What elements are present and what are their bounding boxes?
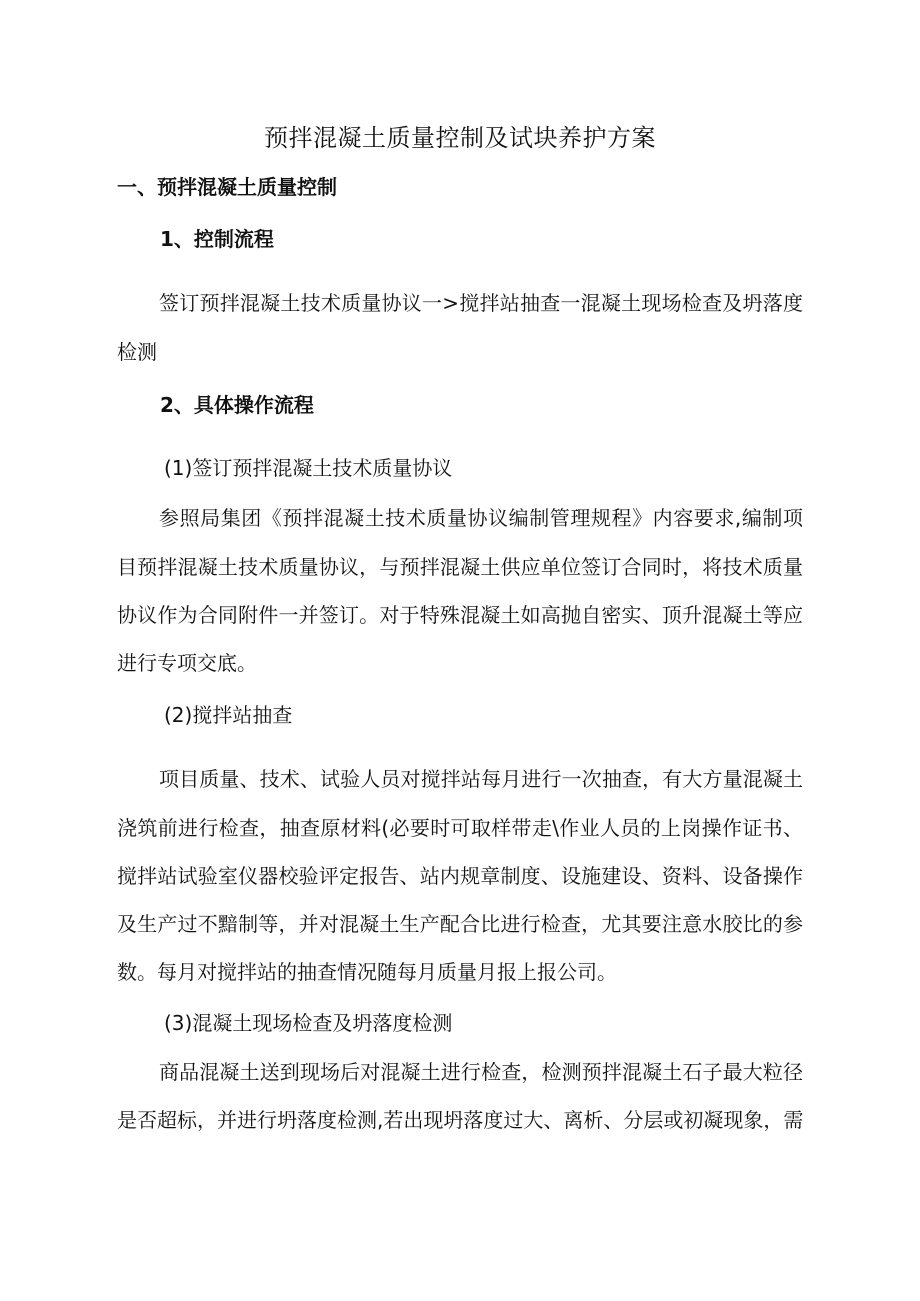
item1-line-2: 目预拌混凝土技术质量协议，与预拌混凝土供应单位签订合同时，将技术质量 bbox=[117, 555, 803, 579]
item1-line-4: 进行专项交底。 bbox=[117, 651, 257, 675]
item-heading-quality-agreement: (1)签订预拌混凝土技术质量协议 bbox=[164, 456, 453, 480]
item2-line-2: 浇筑前进行检查，抽查原材料(必要时可取样带走\作业人员的上岗操作证书、 bbox=[117, 816, 803, 840]
item-heading-site-check-slump: (3)混凝土现场检查及坍落度检测 bbox=[164, 1011, 453, 1035]
flow-line-2: 检测 bbox=[117, 340, 157, 364]
item1-line-3: 协议作为合同附件一并签订。对于特殊混凝土如高抛自密实、顶升混凝土等应 bbox=[117, 603, 803, 627]
item3-line-2: 是否超标，并进行坍落度检测,若出现坍落度过大、离析、分层或初凝现象，需 bbox=[117, 1108, 804, 1132]
subsection-heading-control-flow: 1、控制流程 bbox=[160, 227, 274, 251]
subsection-heading-operation-flow: 2、具体操作流程 bbox=[160, 393, 314, 417]
item1-line-1: 参照局集团《预拌混凝土技术质量协议编制管理规程》内容要求,编制项 bbox=[159, 506, 803, 530]
item3-line-1: 商品混凝土送到现场后对混凝土进行检查，检测预拌混凝土石子最大粒径 bbox=[159, 1060, 803, 1084]
item2-line-5: 数。每月对搅拌站的抽查情况随每月质量月报上报公司。 bbox=[117, 960, 617, 984]
item2-line-3: 搅拌站试验室仪器校验评定报告、站内规章制度、设施建设、资料、设备操作 bbox=[117, 864, 803, 888]
document-title: 预拌混凝土质量控制及试块养护方案 bbox=[264, 124, 656, 152]
item2-line-4: 及生产过不黯制等，并对混凝土生产配合比进行检查，尤其要注意水胶比的参 bbox=[117, 912, 803, 936]
item-heading-mixing-station-check: (2)搅拌站抽查 bbox=[164, 703, 293, 727]
flow-line-1: 签订预拌混凝土技术质量协议一>搅拌站抽查一混凝土现场检查及坍落度 bbox=[159, 291, 803, 315]
item2-line-1: 项目质量、技术、试验人员对搅拌站每月进行一次抽查，有大方量混凝土 bbox=[159, 767, 803, 791]
section-heading-quality-control: 一、预拌混凝土质量控制 bbox=[117, 175, 337, 199]
